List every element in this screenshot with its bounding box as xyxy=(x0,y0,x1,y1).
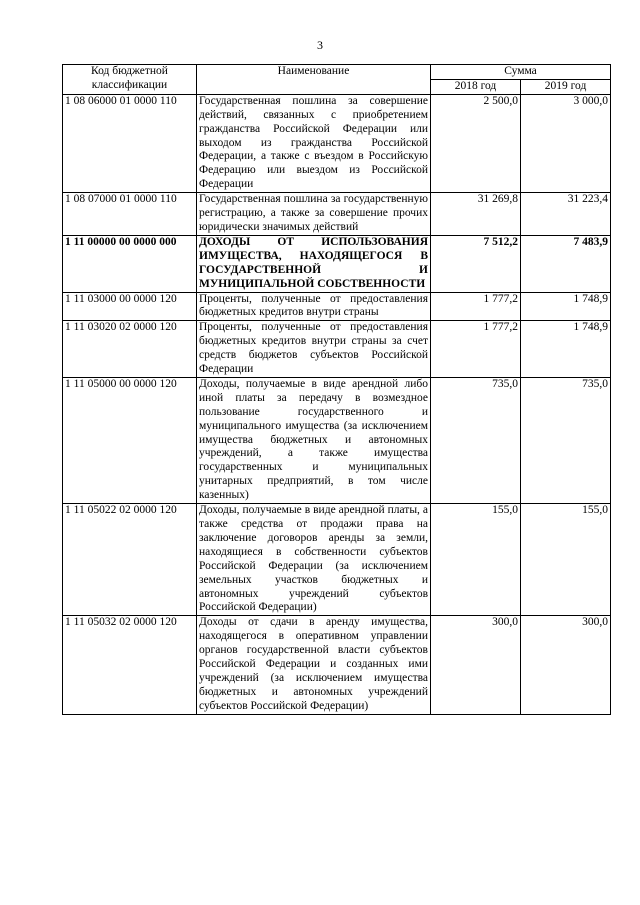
row-amount-2018: 1 777,2 xyxy=(431,321,521,378)
row-name: Государственная пошлина за государственную регистрацию, а также за совершение прочих юридически значимых действий xyxy=(197,193,431,236)
table-row xyxy=(63,193,611,236)
page-number: 3 xyxy=(317,38,323,52)
header-year-2018: 2018 год xyxy=(431,79,521,94)
row-amount-2019: 31 223,4 xyxy=(521,193,611,236)
table-row xyxy=(63,94,611,192)
row-code: 1 08 06000 01 0000 110 xyxy=(63,94,197,192)
row-amount-2019: 300,0 xyxy=(521,616,611,714)
header-year-2019: 2019 год xyxy=(521,79,611,94)
row-amount-2019: 1 748,9 xyxy=(521,321,611,378)
row-name: Доходы, получаемые в виде арендной платы, а также средства от продажи права на заключение договоров аренды за земли, находящиеся в собственности субъектов Российской Федерации (за исключением земельных участков бюджетных и автономных учреждений субъектов Российской Федерации) xyxy=(197,504,431,616)
row-amount-2019: 3 000,0 xyxy=(521,94,611,192)
table-row xyxy=(63,377,611,503)
row-name: Доходы, получаемые в виде арендной либо иной платы за передачу в возмездное пользование государственного и муниципального имущества (за исключением имущества бюджетных и автономных учреждений, а также имущества государственных и муниципальных унитарных предприятий, в том числе казенных) xyxy=(197,377,431,503)
row-name: Проценты, полученные от предоставления бюджетных кредитов внутри страны xyxy=(197,292,431,321)
row-code: 1 11 05022 02 0000 120 xyxy=(63,504,197,616)
row-amount-2018: 31 269,8 xyxy=(431,193,521,236)
header-sum: Сумма xyxy=(431,65,611,80)
row-amount-2019: 1 748,9 xyxy=(521,292,611,321)
table-row-section xyxy=(63,235,611,292)
row-code: 1 11 00000 00 0000 000 xyxy=(63,235,197,292)
row-name: ДОХОДЫ ОТ ИСПОЛЬЗОВАНИЯ ИМУЩЕСТВА, НАХОДЯЩЕГОСЯ В ГОСУДАРСТВЕННОЙ И МУНИЦИПАЛЬНОЙ СОБСТВЕННОСТИ xyxy=(197,235,431,292)
row-amount-2018: 2 500,0 xyxy=(431,94,521,192)
row-code: 1 11 03000 00 0000 120 xyxy=(63,292,197,321)
row-amount-2019: 735,0 xyxy=(521,377,611,503)
row-code: 1 08 07000 01 0000 110 xyxy=(63,193,197,236)
row-amount-2018: 7 512,2 xyxy=(431,235,521,292)
table-row xyxy=(63,292,611,321)
row-code: 1 11 05032 02 0000 120 xyxy=(63,616,197,714)
row-name: Доходы от сдачи в аренду имущества, находящегося в оперативном управлении органов государственной власти субъектов Российской Федерации и созданных ими учреждений (за исключением имущества бюджетных и автономных учреждений субъектов Российской Федерации) xyxy=(197,616,431,714)
row-name: Проценты, полученные от предоставления бюджетных кредитов внутри страны за счет средств бюджетов субъектов Российской Федерации xyxy=(197,321,431,378)
revenue-table xyxy=(62,64,611,715)
row-amount-2018: 735,0 xyxy=(431,377,521,503)
table-row xyxy=(63,616,611,714)
row-amount-2018: 1 777,2 xyxy=(431,292,521,321)
header-code: Код бюджетной классификации xyxy=(63,65,197,95)
table-row xyxy=(63,504,611,616)
header-name: Наименование xyxy=(197,65,431,95)
row-name: Государственная пошлина за совершение действий, связанных с приобретением гражданства Российской Федерации или выходом из гражданства Российской Федерации, а также с въездом в Российскую Федерацию или выездом из Российской Федерации xyxy=(197,94,431,192)
row-code: 1 11 03020 02 0000 120 xyxy=(63,321,197,378)
row-amount-2019: 7 483,9 xyxy=(521,235,611,292)
row-amount-2018: 155,0 xyxy=(431,504,521,616)
row-code: 1 11 05000 00 0000 120 xyxy=(63,377,197,503)
row-amount-2019: 155,0 xyxy=(521,504,611,616)
table-row xyxy=(63,321,611,378)
row-amount-2018: 300,0 xyxy=(431,616,521,714)
